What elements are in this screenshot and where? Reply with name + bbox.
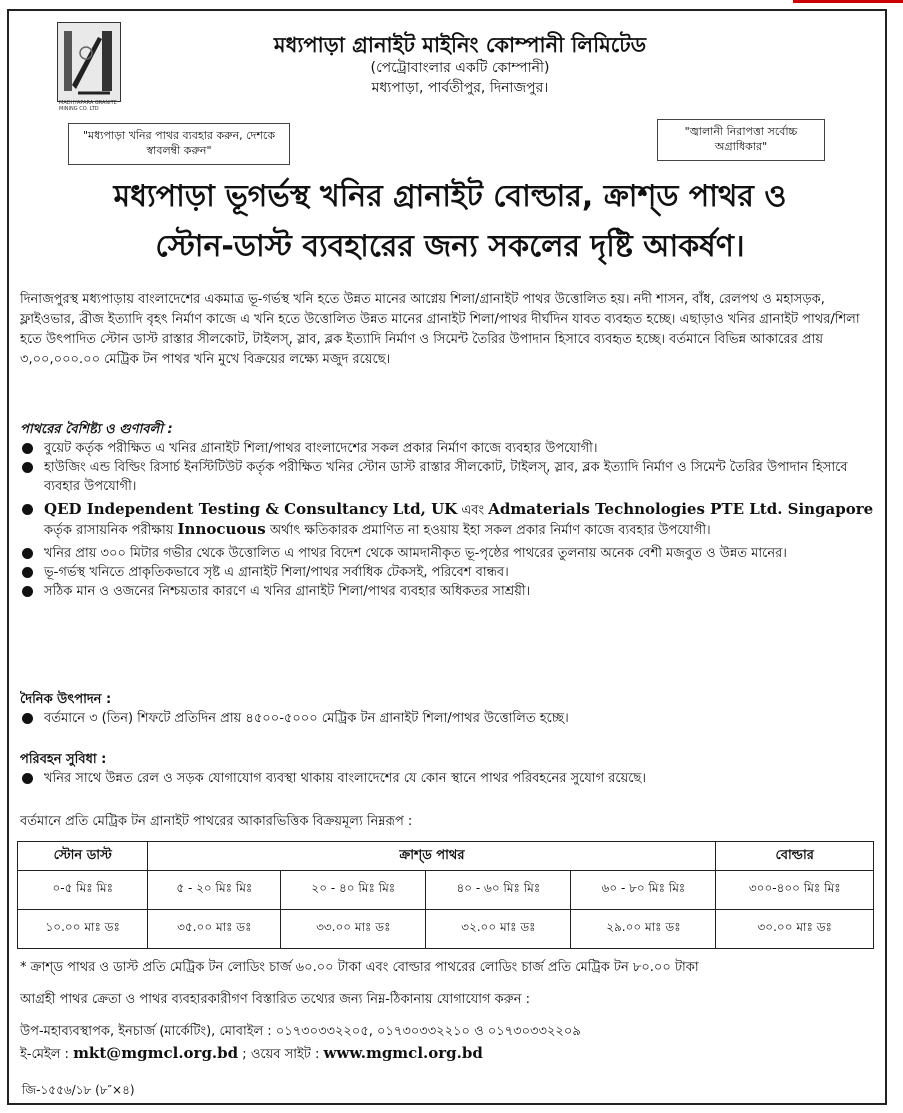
price-cell: ৩৫.০০ মাঃ ডঃ — [148, 910, 281, 949]
bullet-icon — [22, 586, 33, 597]
features-section — [20, 420, 880, 601]
table-row-sizes — [18, 871, 874, 910]
list-item: বুয়েট কর্তৃক পরীক্ষিত এ খনির গ্রানাইট শিলা/পাথর বাংলাদেশের সকল প্রকার নির্মাণ কাজে ব্যবহার উপযোগী। — [20, 439, 880, 458]
transport-heading: পরিবহন সুবিধা : — [20, 752, 107, 767]
email-label: ই-মেইল : — [20, 1047, 69, 1062]
bullet-icon — [22, 713, 33, 724]
separator: ; — [242, 1047, 247, 1062]
company-name: মধ্যপাড়া গ্রানাইট মাইনিং কোম্পানী লিমিটেড — [273, 33, 647, 57]
list-item: বর্তমানে ৩ (তিন) শিফটে প্রতিদিন প্রায় ৪৫০০-৫০০০ মেট্রিক টন গ্রানাইট শিলা/পাথর উত্তোলিত হচ্ছে। — [20, 709, 880, 728]
price-cell: ২৯.০০ মাঃ ডঃ — [571, 910, 716, 949]
list-item: খনির প্রায় ৩০০ মিটার গভীর থেকে উত্তোলিত এ পাথর বিদেশ থেকে আমদানীকৃত ভূ-পৃষ্ঠের পাথরের তুলনায় অনেক বেশী মজবুত ও উন্নত মানের। — [20, 544, 880, 563]
company-logo — [57, 22, 121, 102]
header-boulder: বোল্ডার — [716, 842, 874, 871]
price-cell: ১০.০০ মাঃ ডঃ — [18, 910, 148, 949]
headline — [20, 172, 880, 272]
production-section — [20, 690, 880, 728]
company-subtitle: (পেট্রোবাংলার একটি কোম্পানী) — [370, 60, 550, 76]
list-item: সঠিক মান ও ওজনের নিশ্চয়তার কারণে এ খনির গ্রানাইট শিলা/পাথর ব্যবহার অধিকতর সাশ্রয়ী। — [20, 582, 880, 601]
mobile-numbers[interactable]: ০১৭৩০৩৩২২০৫, ০১৭৩০৩৩২২১০ ও ০১৭৩০৩৩২২০৯ — [275, 1024, 581, 1039]
company-header — [160, 32, 760, 98]
size-cell: ৪০ - ৬০ মিঃ মিঃ — [426, 871, 571, 910]
features-heading: পাথরের বৈশিষ্ট্য ও গুণাবলী : — [20, 422, 173, 437]
logo-graphic-icon — [58, 23, 120, 101]
company-address: মধ্যপাড়া, পার্বতীপুর, দিনাজপুর। — [371, 80, 549, 96]
logo-caption: MADHYAPARA GRANITE MINING CO. LTD — [59, 100, 117, 112]
headline-line-2: স্টোন-ডাস্ট ব্যবহারের জন্য সকলের দৃষ্টি আকর্ষণ। — [155, 229, 745, 264]
price-table — [17, 841, 874, 949]
transport-section — [20, 750, 880, 788]
bullet-icon — [22, 548, 33, 559]
top-red-line — [793, 0, 903, 3]
size-cell: ২০ - ৪০ মিঃ মিঃ — [281, 871, 426, 910]
list-item: ভূ-গর্ভস্থ খনিতে প্রাকৃতিকভাবে সৃষ্ট এ গ্রানাইট শিলা/পাথর সর্বাধিক টেকসই, পরিবেশ বান্ধব। — [20, 563, 880, 582]
website-link[interactable]: www.mgmcl.org.bd — [323, 1044, 483, 1062]
price-cell: ৩৩.০০ মাঃ ডঃ — [281, 910, 426, 949]
bullet-icon — [22, 443, 33, 454]
loading-charge-note: * ক্রাশ্ড পাথর ও ডাস্ট প্রতি মেট্রিক টন লোডিং চার্জ ৬০.০০ টাকা এবং বোল্ডার পাথরের লোডিং চার্জ প্রতি মেট্রিক টন ৮০.০০ টাকা — [20, 960, 699, 975]
size-cell: ৩০০-৪০০ মিঃ মিঃ — [716, 871, 874, 910]
table-header-row — [18, 842, 874, 871]
header-stone-dust: স্টোন ডাস্ট — [18, 842, 148, 871]
motto-left: "মধ্যপাড়া খনির পাথর ব্যবহার করুন, দেশকে স্বাবলম্বী করুন" — [68, 123, 290, 165]
bullet-icon — [22, 462, 33, 473]
motto-right: "জ্বালানী নিরাপত্তা সর্বোচ্চ অগ্রাধিকার" — [657, 119, 825, 161]
table-row-prices — [18, 910, 874, 949]
intro-paragraph: দিনাজপুরস্থ মধ্যপাড়ায় বাংলাদেশের একমাত্র ভূ-গর্ভস্থ খনি হতে উন্নত মানের আগ্নেয় শিলা/গ্রানাইট পাথর উত্তোলিত হয়। নদী শাসন, বাঁধ, রেলপথ ও মহাসড়ক, ফ্লাইওভার, ব্রীজ ইত্যাদি বৃহৎ নির্মাণ কাজে এ খনি হতে উত্তোলিত উন্নত মানের গ্রানাইট শিলা/পাথর দীর্ঘদিন যাবত ব্যবহৃত হচ্ছে। এছাড়াও খনির গ্রানাইট পাথর/শিলা হতে উৎপাদিত স্টোন ডাস্ট রাস্তার সীলকোট, টাইলস্, স্লাব, ব্লক ইত্যাদি নির্মাণ ও সিমেন্ট তৈরির উপাদান হিসাবে ব্যবহৃত হচ্ছে। বর্তমানে বিভিন্ন আকারের প্রায় ৩,০০,০০০.০০ মেট্রিক টন পাথর খনি মুখে বিক্রয়ের লক্ষ্যে মজুদ রয়েছে। — [20, 292, 860, 367]
website-label: ওয়েব সাইট : — [250, 1047, 320, 1062]
production-heading: দৈনিক উৎপাদন : — [20, 692, 112, 707]
bullet-icon — [22, 773, 33, 784]
list-item: হাউজিং এন্ড বিল্ডিং রিসার্চ ইনস্টিটিউট কর্তৃক পরীক্ষিত খনির স্টোন ডাস্ট রাস্তার সীলকোট, টাইলস্, স্লাব, ব্লক ইত্যাদি নির্মাণ ও সিমেন্ট তৈরির উপাদান হিসাবে ব্যবহার উপযোগী। — [20, 458, 880, 496]
features-list — [20, 439, 880, 601]
contact-intro: আগ্রহী পাথর ক্রেতা ও পাথর ব্যবহারকারীগণ বিস্তারিত তথ্যের জন্য নিম্ন-ঠিকানায় যোগাযোগ করুন : — [20, 992, 530, 1007]
contact-online-line — [20, 1044, 880, 1066]
size-cell: ৫ - ২০ মিঃ মিঃ — [148, 871, 281, 910]
headline-line-1: মধ্যপাড়া ভূগর্ভস্থ খনির গ্রানাইট বোল্ডার, ক্রাশ্ড পাথর ও — [113, 179, 787, 214]
price-heading: বর্তমানে প্রতি মেট্রিক টন গ্রানাইট পাথরের আকারভিত্তিক বিক্রয়মূল্য নিম্নরূপ : — [20, 814, 413, 829]
header-crushed-stone: ক্রাশ্ড পাথর — [148, 842, 716, 871]
bullet-icon — [22, 504, 33, 515]
mobile-label: মোবাইল : — [219, 1024, 272, 1039]
contact-officer: উপ-মহাব্যবস্থাপক, ইনচার্জ (মার্কেটিং), — [20, 1024, 216, 1039]
email-link[interactable]: mkt@mgmcl.org.bd — [73, 1044, 239, 1062]
price-cell: ৩০.০০ মাঃ ডঃ — [716, 910, 874, 949]
size-cell: ৬০ - ৮০ মিঃ মিঃ — [571, 871, 716, 910]
size-cell: ০-৫ মিঃ মিঃ — [18, 871, 148, 910]
price-cell: ৩২.০০ মাঃ ডঃ — [426, 910, 571, 949]
list-item: খনির সাথে উন্নত রেল ও সড়ক যোগাযোগ ব্যবস্থা থাকায় বাংলাদেশের যে কোন স্থানে পাথর পরিবহনের সুযোগ রয়েছে। — [20, 769, 880, 788]
bullet-icon — [22, 567, 33, 578]
contact-officer-line — [20, 1022, 880, 1043]
list-item: QED Independent Testing & Consultancy Ltd, UK এবং Admaterials Technologies PTE Ltd. Singapore কর্তৃক রাসায়নিক পরীক্ষায় Innocuous অর্থাৎ ক্ষতিকারক প্রমাণিত না হওয়ায় ইহা সকল প্রকার নির্মাণ কাজে ব্যবহার উপযোগী। — [20, 500, 880, 540]
reference-code: জি-১৫৫৬/১৮ (৮″×৪) — [22, 1083, 135, 1097]
